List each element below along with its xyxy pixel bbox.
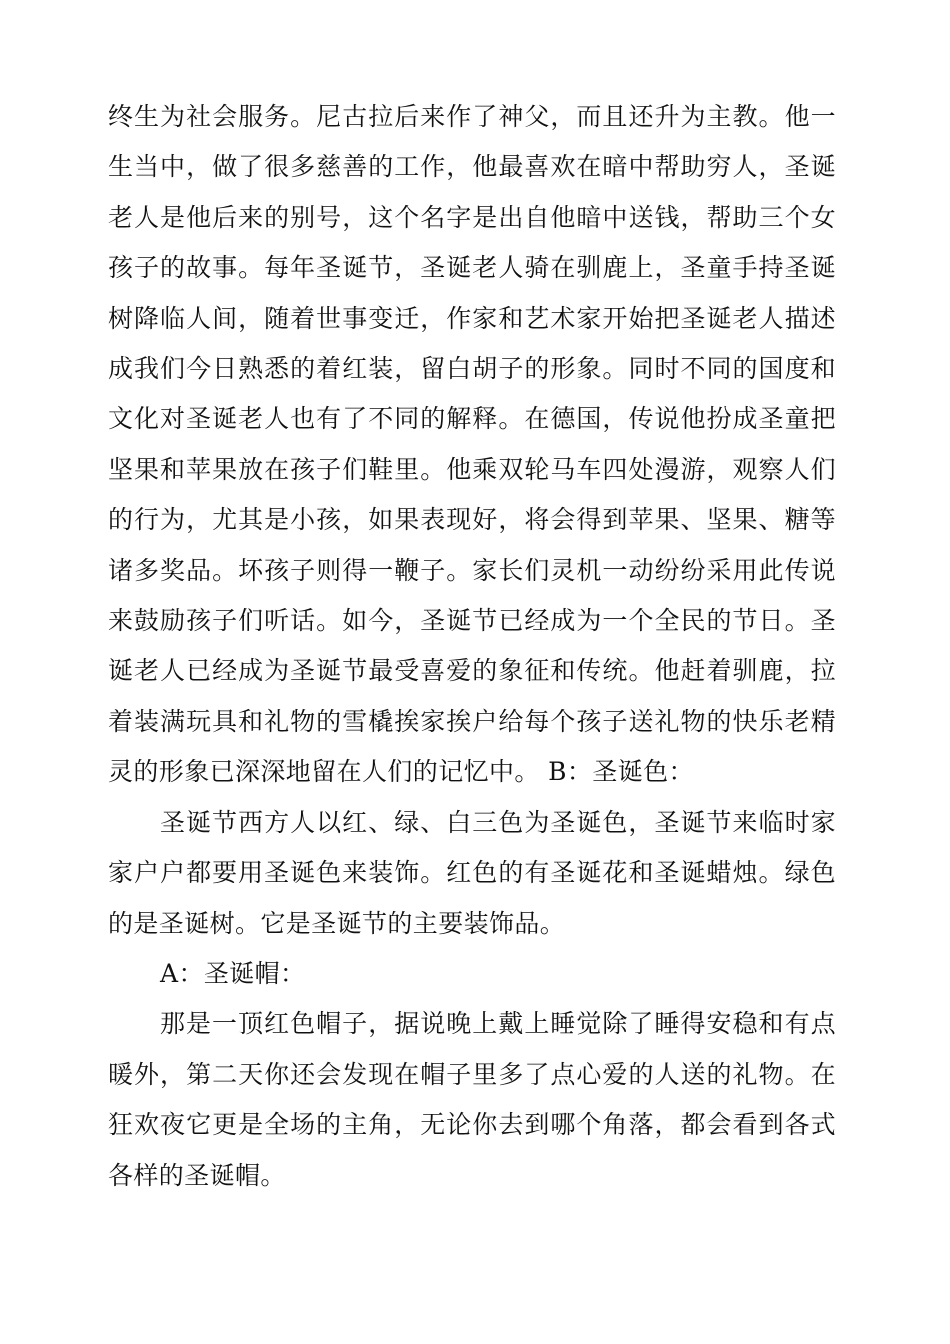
paragraph-christmas-hat: 那是一顶红色帽子，据说晚上戴上睡觉除了睡得安稳和有点暖外，第二天你还会发现在帽子里多了点心爱的人送的礼物。在狂欢夜它更是全场的主角，无论你去到哪个角落，都会看到各式各样的圣诞帽。 [108, 1009, 836, 1190]
paragraph-santa-history: 终生为社会服务。尼古拉后来作了神父，而且还升为主教。他一生当中，做了很多慈善的工作，他最喜欢在暗中帮助穷人，圣诞老人是他后来的别号，这个名字是出自他暗中送钱，帮助三个女孩子的故事。每年圣诞节，圣诞老人骑在驯鹿上，圣童手持圣诞树降临人间，随着世事变迁，作家和艺术家开始把圣诞老人描述成我们今日熟悉的着红装，留白胡子的形象。同时不同的国度和文化对圣诞老人也有了不同的解释。在德国，传说他扮成圣童把坚果和苹果放在孩子们鞋里。他乘双轮马车四处漫游，观察人们的行为，尤其是小孩，如果表现好，将会得到苹果、坚果、糖等诸多奖品。坏孩子则得一鞭子。家长们灵机一动纷纷采用此传说来鼓励孩子们听话。如今，圣诞节已经成为一个全民的节日。圣诞老人已经成为圣诞节最受喜爱的象征和传统。他赶着驯鹿，拉着装满玩具和礼物的雪橇挨家挨户给每个孩子送礼物的快乐老精灵的形象已深深地留在人们的记忆中。 B：圣诞色： [108, 102, 836, 787]
paragraph-christmas-colors: 圣诞节西方人以红、绿、白三色为圣诞色，圣诞节来临时家家户户都要用圣诞色来装饰。红色的有圣诞花和圣诞蜡烛。绿色的是圣诞树。它是圣诞节的主要装饰品。 [108, 807, 836, 938]
heading-christmas-hat: A：圣诞帽： [160, 958, 306, 988]
document-body [108, 92, 836, 1201]
